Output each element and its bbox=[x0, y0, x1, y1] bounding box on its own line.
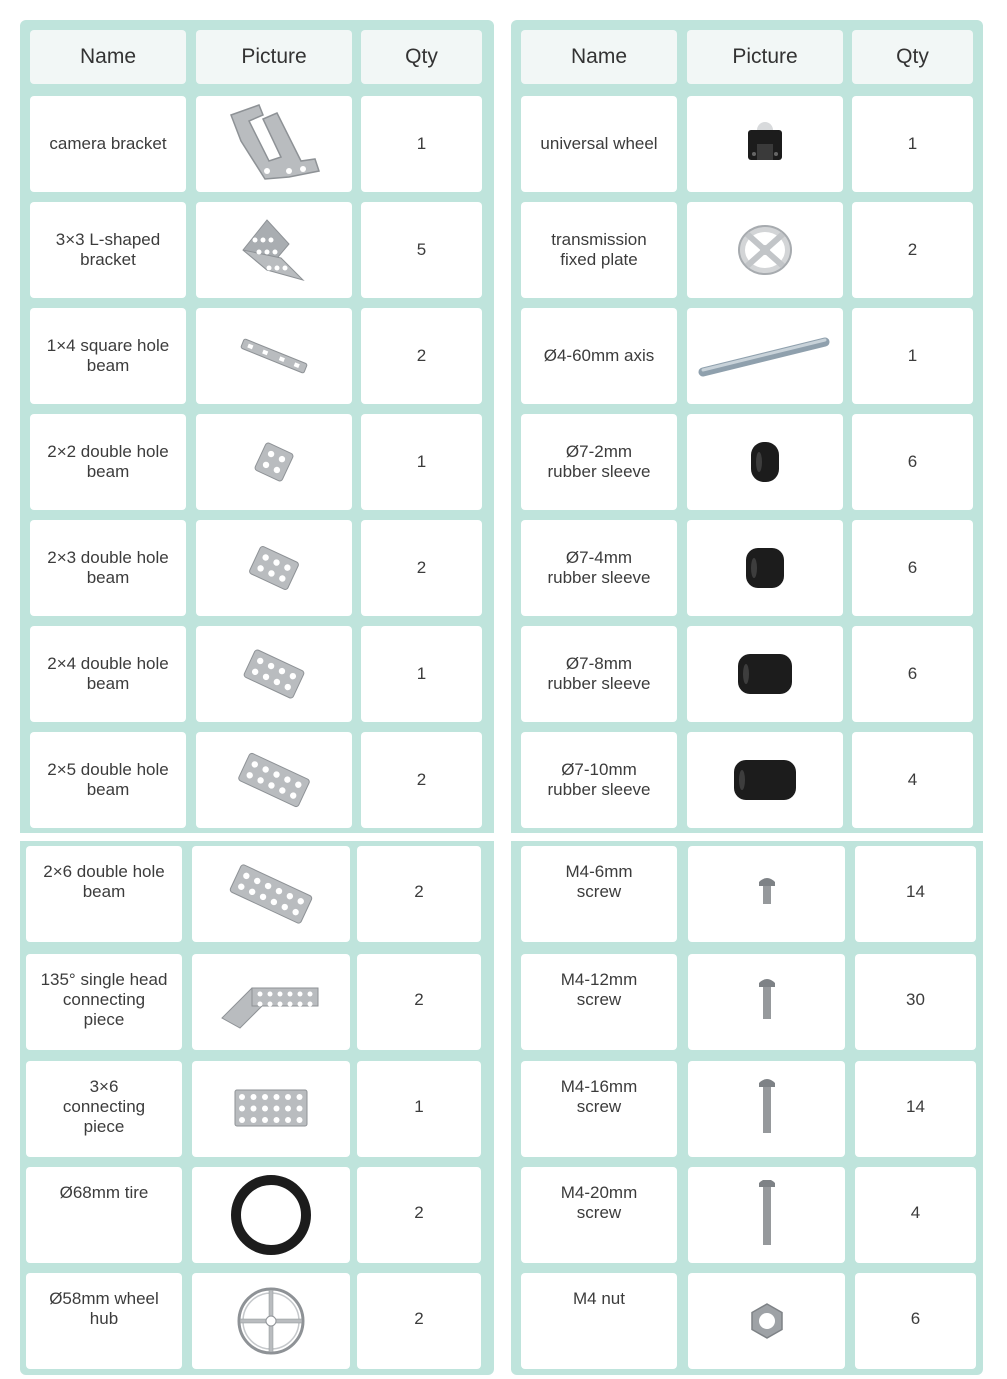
left-row-11-qty-text: 2 bbox=[414, 1309, 424, 1328]
left-row-9-qty bbox=[357, 1061, 481, 1157]
left-row-2-qty-text: 2 bbox=[416, 346, 427, 365]
nut-icon bbox=[742, 1296, 792, 1346]
right-row-0-picture bbox=[687, 96, 843, 192]
left-row-7-name bbox=[26, 846, 182, 942]
left-row-3-qty bbox=[361, 414, 482, 510]
left-row-4-picture bbox=[196, 520, 352, 616]
right-row-9-name-text: M4-16mm screw bbox=[560, 1077, 638, 1116]
right-row-7-picture bbox=[688, 846, 845, 942]
right-row-3-qty bbox=[852, 414, 973, 510]
left-row-2-qty bbox=[361, 308, 482, 404]
left-row-9-qty-text: 1 bbox=[414, 1097, 424, 1116]
right-row-2-qty-text: 1 bbox=[907, 346, 918, 365]
right-row-5-picture bbox=[687, 626, 843, 722]
left-row-1-name-text: 3×3 L-shaped bracket bbox=[55, 230, 161, 269]
right-row-9-name bbox=[521, 1061, 677, 1157]
left-row-11-name-text: Ø58mm wheel hub bbox=[49, 1289, 159, 1328]
right-header-name bbox=[521, 30, 677, 84]
right-row-4-name bbox=[521, 520, 677, 616]
right-row-8-picture bbox=[688, 954, 845, 1050]
left-row-5-picture bbox=[196, 626, 352, 722]
left-header-qty-text: Qty bbox=[405, 45, 438, 68]
right-row-2-name-text: Ø4-60mm axis bbox=[543, 346, 655, 365]
screw-icon bbox=[747, 1180, 787, 1250]
right-row-7-qty-text: 14 bbox=[906, 882, 925, 901]
right-header-qty bbox=[852, 30, 973, 84]
screw-icon bbox=[747, 967, 787, 1037]
right-row-0-name-text: universal wheel bbox=[540, 134, 658, 153]
screw-icon bbox=[747, 859, 787, 929]
double-hole-beam-icon bbox=[219, 634, 329, 714]
left-row-1-name bbox=[30, 202, 186, 298]
left-header-picture-text: Picture bbox=[241, 45, 307, 68]
left-row-10-name bbox=[26, 1167, 182, 1263]
left-row-5-qty bbox=[361, 626, 482, 722]
left-row-7-name-text: 2×6 double hole beam bbox=[43, 862, 165, 901]
left-row-8-name-text: 135° single head connecting piece bbox=[40, 970, 168, 1029]
right-row-7-qty bbox=[855, 846, 976, 942]
left-row-10-qty-text: 2 bbox=[414, 1203, 424, 1222]
right-row-3-name bbox=[521, 414, 677, 510]
left-row-8-qty bbox=[357, 954, 481, 1050]
right-row-8-name-text: M4-12mm screw bbox=[560, 970, 638, 1009]
left-row-9-name-text: 3×6 connecting piece bbox=[62, 1077, 146, 1136]
right-row-5-name-text: Ø7-8mm rubber sleeve bbox=[547, 654, 651, 693]
right-row-3-qty-text: 6 bbox=[907, 452, 918, 471]
right-row-0-qty bbox=[852, 96, 973, 192]
tire-icon bbox=[226, 1170, 316, 1260]
rubber-sleeve-icon bbox=[725, 432, 805, 492]
left-row-5-qty-text: 1 bbox=[416, 664, 427, 683]
left-row-6-name-text: 2×5 double hole beam bbox=[47, 760, 169, 799]
right-row-5-qty bbox=[852, 626, 973, 722]
left-row-9-name bbox=[26, 1061, 182, 1157]
right-row-4-qty-text: 6 bbox=[907, 558, 918, 577]
right-row-0-name bbox=[521, 96, 677, 192]
left-header-name-text: Name bbox=[79, 45, 137, 68]
right-row-2-qty bbox=[852, 308, 973, 404]
right-row-10-name bbox=[521, 1167, 677, 1263]
left-row-0-name-text: camera bracket bbox=[49, 134, 167, 153]
left-row-4-name bbox=[30, 520, 186, 616]
right-row-1-qty-text: 2 bbox=[907, 240, 918, 259]
right-row-5-name bbox=[521, 626, 677, 722]
right-row-7-name-text: M4-6mm screw bbox=[565, 862, 633, 901]
right-row-1-name-text: transmission fixed plate bbox=[551, 230, 647, 269]
left-row-4-name-text: 2×3 double hole beam bbox=[47, 548, 169, 587]
left-row-9-picture bbox=[192, 1061, 350, 1157]
connecting-plate-icon bbox=[221, 1084, 321, 1134]
right-row-11-name bbox=[521, 1273, 677, 1369]
left-row-3-name bbox=[30, 414, 186, 510]
right-row-0-qty-text: 1 bbox=[907, 134, 918, 153]
left-row-4-qty bbox=[361, 520, 482, 616]
right-row-1-qty bbox=[852, 202, 973, 298]
right-row-11-picture bbox=[688, 1273, 845, 1369]
right-row-3-picture bbox=[687, 414, 843, 510]
right-row-2-name bbox=[521, 308, 677, 404]
left-row-7-picture bbox=[192, 846, 350, 942]
left-row-3-qty-text: 1 bbox=[416, 452, 427, 471]
right-row-8-qty-text: 30 bbox=[906, 990, 925, 1009]
right-row-10-qty bbox=[855, 1167, 976, 1263]
double-hole-beam-icon bbox=[219, 528, 329, 608]
right-header-picture bbox=[687, 30, 843, 84]
left-row-6-qty bbox=[361, 732, 482, 828]
l-shaped-bracket-icon bbox=[229, 210, 319, 290]
right-row-11-name-text: M4 nut bbox=[573, 1289, 625, 1308]
left-row-0-name bbox=[30, 96, 186, 192]
left-row-3-name-text: 2×2 double hole beam bbox=[47, 442, 169, 481]
left-row-4-qty-text: 2 bbox=[416, 558, 427, 577]
left-row-8-qty-text: 2 bbox=[414, 990, 424, 1009]
left-row-10-qty bbox=[357, 1167, 481, 1263]
left-row-7-qty bbox=[357, 846, 481, 942]
left-row-8-name bbox=[26, 954, 182, 1050]
left-row-10-name-text: Ø68mm tire bbox=[59, 1183, 149, 1202]
right-row-6-qty bbox=[852, 732, 973, 828]
page-seam bbox=[18, 833, 496, 841]
left-row-1-qty bbox=[361, 202, 482, 298]
left-row-1-picture bbox=[196, 202, 352, 298]
left-row-11-picture bbox=[192, 1273, 350, 1369]
right-row-1-name bbox=[521, 202, 677, 298]
right-row-4-picture bbox=[687, 520, 843, 616]
left-header-picture bbox=[196, 30, 352, 84]
right-row-4-qty bbox=[852, 520, 973, 616]
left-row-3-picture bbox=[196, 414, 352, 510]
right-row-3-name-text: Ø7-2mm rubber sleeve bbox=[547, 442, 651, 481]
left-row-11-name bbox=[26, 1273, 182, 1369]
right-row-11-qty bbox=[855, 1273, 976, 1369]
right-row-6-name bbox=[521, 732, 677, 828]
left-header-qty bbox=[361, 30, 482, 84]
left-row-2-name-text: 1×4 square hole beam bbox=[46, 336, 170, 375]
camera-bracket-icon bbox=[219, 101, 329, 187]
left-row-2-name bbox=[30, 308, 186, 404]
right-row-6-picture bbox=[687, 732, 843, 828]
right-row-10-qty-text: 4 bbox=[910, 1203, 921, 1222]
rubber-sleeve-icon bbox=[725, 644, 805, 704]
left-row-7-qty-text: 2 bbox=[414, 882, 424, 901]
square-hole-beam-icon bbox=[229, 326, 319, 386]
right-row-9-qty bbox=[855, 1061, 976, 1157]
left-row-6-picture bbox=[196, 732, 352, 828]
left-row-5-name-text: 2×4 double hole beam bbox=[47, 654, 169, 693]
rubber-sleeve-icon bbox=[725, 750, 805, 810]
right-row-6-qty-text: 4 bbox=[907, 770, 918, 789]
page-seam bbox=[509, 833, 985, 841]
right-row-4-name-text: Ø7-4mm rubber sleeve bbox=[547, 548, 651, 587]
right-header-qty-text: Qty bbox=[896, 45, 929, 68]
left-row-10-picture bbox=[192, 1167, 350, 1263]
right-row-10-name-text: M4-20mm screw bbox=[560, 1183, 638, 1222]
right-row-9-qty-text: 14 bbox=[906, 1097, 925, 1116]
right-row-6-name-text: Ø7-10mm rubber sleeve bbox=[547, 760, 651, 799]
axis-rod-icon bbox=[695, 326, 835, 386]
wheel-hub-icon bbox=[226, 1276, 316, 1366]
transmission-plate-icon bbox=[730, 220, 800, 280]
right-row-5-qty-text: 6 bbox=[907, 664, 918, 683]
right-row-9-picture bbox=[688, 1061, 845, 1157]
left-row-11-qty bbox=[357, 1273, 481, 1369]
right-row-8-qty bbox=[855, 954, 976, 1050]
double-hole-beam-icon bbox=[216, 854, 326, 934]
right-row-11-qty-text: 6 bbox=[910, 1309, 921, 1328]
left-row-1-qty-text: 5 bbox=[416, 240, 427, 259]
left-row-6-qty-text: 2 bbox=[416, 770, 427, 789]
bent-connecting-piece-icon bbox=[216, 972, 326, 1032]
screw-icon bbox=[747, 1074, 787, 1144]
left-row-2-picture bbox=[196, 308, 352, 404]
left-row-6-name bbox=[30, 732, 186, 828]
left-row-0-qty-text: 1 bbox=[416, 134, 427, 153]
left-row-0-picture bbox=[196, 96, 352, 192]
left-row-8-picture bbox=[192, 954, 350, 1050]
right-row-1-picture bbox=[687, 202, 843, 298]
universal-wheel-icon bbox=[735, 114, 795, 174]
double-hole-beam-icon bbox=[219, 422, 329, 502]
right-row-7-name bbox=[521, 846, 677, 942]
double-hole-beam-icon bbox=[219, 740, 329, 820]
right-row-8-name bbox=[521, 954, 677, 1050]
left-row-0-qty bbox=[361, 96, 482, 192]
left-row-5-name bbox=[30, 626, 186, 722]
left-header-name bbox=[30, 30, 186, 84]
right-row-10-picture bbox=[688, 1167, 845, 1263]
right-row-2-picture bbox=[687, 308, 843, 404]
rubber-sleeve-icon bbox=[725, 538, 805, 598]
right-header-picture-text: Picture bbox=[732, 45, 798, 68]
right-header-name-text: Name bbox=[570, 45, 628, 68]
